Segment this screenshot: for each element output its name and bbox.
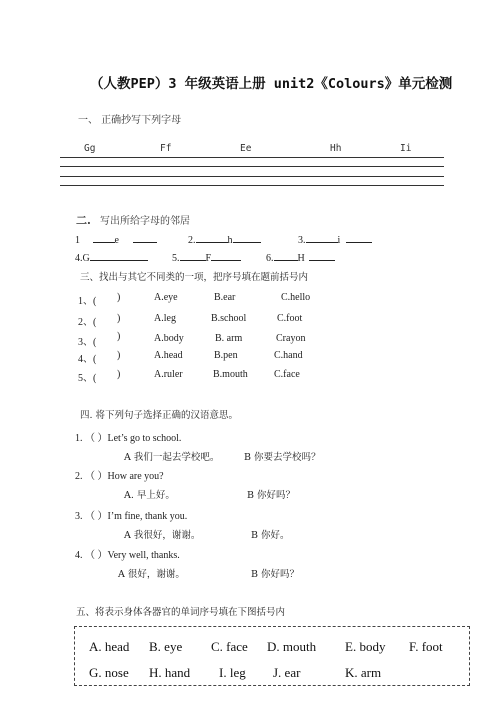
s3-row-3-b: B. arm [215,333,243,344]
s4-question-2: 2. （ ）How are you? [75,471,164,482]
answer-blank[interactable] [211,251,241,261]
word-bank-item: H. hand [149,665,191,680]
item-number: 6. [266,253,274,264]
answer-blank[interactable] [274,251,298,261]
s3-row-5-a: A.ruler [154,369,183,380]
writing-line [60,157,444,158]
answer-blank[interactable] [133,233,157,243]
answer-blank[interactable] [196,233,228,243]
s3-row-2-close: ) [117,313,121,324]
s3-row-3-number: 3、( [78,337,97,348]
s4-option-3b: B 你好。 [251,530,290,541]
s3-row-5-number: 5、( [78,373,97,384]
given-letter: H [297,253,305,264]
word-bank-box [74,626,470,686]
neighbour-item-3 [298,233,372,246]
section-1-heading: 一、 正确抄写下列字母 [78,115,182,126]
s4-option-3a: A 我很好，谢谢。 [124,530,201,541]
answer-blank[interactable] [93,233,115,243]
page-title: （人教PEP）3 年级英语上册 unit2《Colours》单元检测 [90,76,453,92]
section-5-heading: 五、将表示身体各器官的单词序号填在下图括号内 [76,607,286,618]
s4-question-4: 4. （ ）Very well, thanks. [75,550,180,561]
letter-ii: Ii [400,143,412,154]
answer-blank[interactable] [306,233,338,243]
item-number: 2. [188,235,196,246]
s3-row-1-number: 1、( [78,296,97,307]
writing-line [60,185,444,186]
s4-option-4b: B 你好吗？ [251,569,300,580]
word-bank-item: J. ear [273,665,301,680]
s3-row-2-c: C.foot [277,313,303,324]
given-letter: e [114,235,119,246]
writing-line [60,166,444,167]
s3-row-2-number: 2、( [78,317,97,328]
word-bank-item: D. mouth [267,639,317,654]
s3-row-1-b: B.ear [214,292,236,303]
s3-row-2-a: A.leg [154,313,176,324]
letter-ff: Ff [160,143,172,154]
letter-hh: Hh [330,143,342,154]
s3-row-3-close: ) [117,331,121,342]
s3-row-2-b: B.school [211,313,247,324]
s3-row-1-c: C.hello [281,292,311,303]
s3-row-4-close: ) [117,350,121,361]
word-bank-item: C. face [211,639,248,654]
s3-row-4-a: A.head [154,350,183,361]
s3-row-5-c: C.face [274,369,300,380]
s3-row-3-c: Crayon [276,333,306,344]
s4-option-2b: B 你好吗？ [247,490,296,501]
word-bank-item: A. head [89,639,130,654]
s4-option-2a: A. 早上好。 [124,490,175,501]
s3-row-5-b: B.mouth [213,369,248,380]
section-3-heading: 三、找出与其它不同类的一项，把序号填在题前括号内 [80,272,309,283]
item-number: 3. [298,235,306,246]
s3-row-3-a: A.body [154,333,184,344]
s4-option-1a: A 我们一起去学校吧。 [124,452,220,463]
answer-blank[interactable] [233,233,261,243]
letter-ee: Ee [240,143,252,154]
item-number: 4.G [75,253,90,264]
word-bank-item: E. body [345,639,386,654]
answer-blank[interactable] [309,251,335,261]
writing-line [60,176,444,177]
neighbour-item-1 [75,233,157,246]
word-bank-item: K. arm [345,665,382,680]
s4-option-1b: B 你要去学校吗？ [244,452,321,463]
s3-row-4-number: 4、( [78,354,97,365]
section-2-number: 二. [76,214,91,227]
given-letter: h [227,235,233,246]
s3-row-4-c: C.hand [274,350,303,361]
s4-question-3: 3. （ ）I’m fine, thank you. [75,511,188,522]
answer-blank[interactable] [180,251,206,261]
neighbour-item-5 [172,251,241,264]
s3-row-5-close: ) [117,369,121,380]
given-letter: i [337,235,341,246]
word-bank-item: F. foot [409,639,443,654]
given-letter: F [205,253,212,264]
neighbour-item-2 [188,233,261,246]
s4-option-4a: A 很好，谢谢。 [118,569,185,580]
section-2-title: 写出所给字母的邻居 [100,216,191,227]
word-bank-item: G. nose [89,665,129,680]
answer-blank[interactable] [90,251,148,261]
s3-row-4-b: B.pen [214,350,238,361]
neighbour-item-4 [75,251,148,264]
section-4-heading: 四. 将下列句子选择正确的汉语意思。 [80,410,239,421]
s3-row-1-close: ) [117,292,121,303]
item-number: 1 [75,235,80,246]
word-bank-item: I. leg [219,665,246,680]
neighbour-item-6 [266,251,335,264]
word-bank-item: B. eye [149,639,183,654]
s3-row-1-a: A.eye [154,292,178,303]
s4-question-1: 1. （ ）Let’s go to school. [75,433,182,444]
section-2-heading [76,212,190,228]
letter-gg: Gg [84,143,96,154]
item-number: 5. [172,253,180,264]
answer-blank[interactable] [346,233,372,243]
